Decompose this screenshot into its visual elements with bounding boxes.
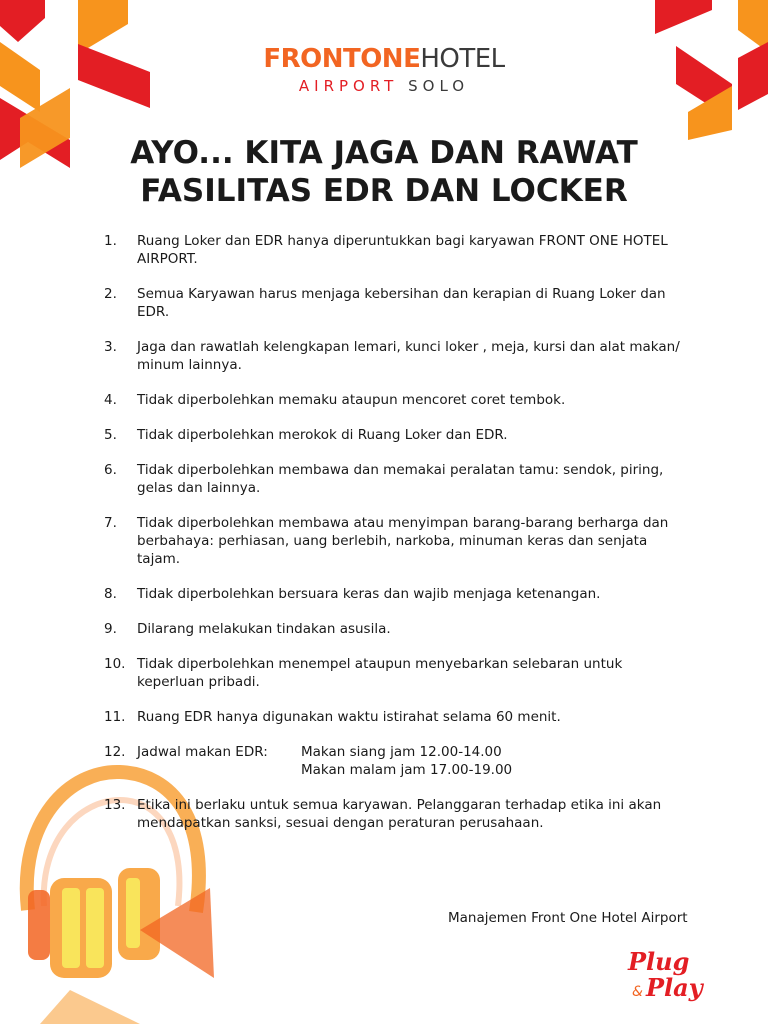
hotel-logo — [0, 44, 768, 96]
rule-number: 7. — [104, 515, 117, 531]
rule-number: 8. — [104, 586, 117, 602]
rule-text: Jaga dan rawatlah kelengkapan lemari, kunci loker , meja, kursi dan alat makan/ minum lainnya. — [137, 339, 680, 373]
rule-number: 5. — [104, 427, 117, 443]
schedule-dinner: Makan malam jam 17.00-19.00 — [301, 762, 513, 778]
plug-text: Plug — [628, 947, 690, 976]
rule-item — [104, 514, 684, 568]
rule-item — [104, 285, 684, 321]
rule-number: 3. — [104, 339, 117, 355]
rule-text: Tidak diperbolehkan merokok di Ruang Loker dan EDR. — [137, 427, 508, 443]
rule-number: 12. — [104, 744, 126, 760]
meal-schedule — [137, 743, 684, 779]
rule-number: 2. — [104, 286, 117, 302]
title-line-1: AYO... KITA JAGA DAN RAWAT — [130, 135, 638, 171]
rule-item — [104, 461, 684, 497]
logo-sub-solo: SOLO — [408, 77, 470, 95]
rule-text: Tidak diperbolehkan membawa atau menyimpan barang-barang berharga dan berbahaya: perhiasan, uang berlebih, narkoba, minuman keras dan senjata tajam. — [137, 515, 669, 567]
schedule-label: Jadwal makan EDR: — [137, 744, 268, 760]
rule-number: 10. — [104, 656, 126, 672]
rule-text: Tidak diperbolehkan menempel ataupun menyebarkan selebaran untuk keperluan pribadi. — [137, 656, 623, 690]
rule-text: Semua Karyawan harus menjaga kebersihan dan kerapian di Ruang Loker dan EDR. — [137, 286, 666, 320]
rule-number: 9. — [104, 621, 117, 637]
logo-brand-front: FRONTONE — [263, 44, 421, 74]
page-title — [0, 134, 768, 210]
rule-text: Ruang Loker dan EDR hanya diperuntukkan bagi karyawan FRONT ONE HOTEL AIRPORT. — [137, 233, 668, 267]
rule-text: Tidak diperbolehkan memaku ataupun mencoret coret tembok. — [137, 392, 566, 408]
rule-number: 11. — [104, 709, 126, 725]
rule-item-schedule — [104, 743, 684, 779]
rule-text: Tidak diperbolehkan bersuara keras dan wajib menjaga ketenangan. — [137, 586, 601, 602]
rule-number: 13. — [104, 797, 126, 813]
rule-text: Tidak diperbolehkan membawa dan memakai peralatan tamu: sendok, piring, gelas dan lainnya. — [137, 462, 664, 496]
logo-brand-hotel: HOTEL — [420, 44, 505, 74]
footer-signature: Manajemen Front One Hotel Airport — [448, 910, 688, 926]
rule-item — [104, 391, 684, 409]
rule-number: 6. — [104, 462, 117, 478]
logo-sub-airport: AIRPORT — [298, 77, 399, 95]
rule-text: Etika ini berlaku untuk semua karyawan. Pelanggaran terhadap etika ini akan mendapatkan sanksi, sesuai dengan peraturan perusahaan. — [137, 797, 662, 831]
rule-text: Dilarang melakukan tindakan asusila. — [137, 621, 391, 637]
play-text: Play — [646, 973, 703, 1002]
logo-brand — [0, 44, 768, 74]
rule-item — [104, 585, 684, 603]
rule-item — [104, 655, 684, 691]
rule-item — [104, 708, 684, 726]
rule-item — [104, 232, 684, 268]
rules-list — [104, 232, 684, 849]
plug-and-play-logo — [624, 944, 734, 1004]
logo-subtitle — [0, 76, 768, 96]
rule-number: 4. — [104, 392, 117, 408]
rule-number: 1. — [104, 233, 117, 249]
title-line-2: FASILITAS EDR DAN LOCKER — [140, 173, 628, 209]
rule-text: Ruang EDR hanya digunakan waktu istirahat selama 60 menit. — [137, 709, 561, 725]
amp-text: & — [632, 984, 643, 1000]
rule-item — [104, 796, 684, 832]
schedule-lunch: Makan siang jam 12.00-14.00 — [301, 744, 502, 760]
rule-item — [104, 426, 684, 444]
rule-item — [104, 620, 684, 638]
rule-item — [104, 338, 684, 374]
